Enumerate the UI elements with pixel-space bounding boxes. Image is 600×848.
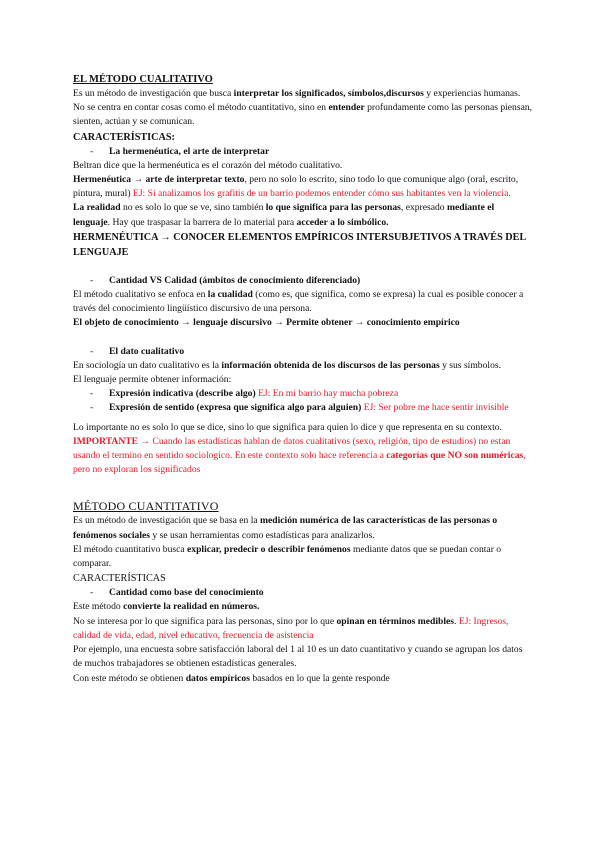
document-body	[73, 72, 533, 686]
example-text: EJ: En mi barrio hay mucha pobreza	[255, 388, 399, 400]
bullet-dash: -	[90, 345, 94, 357]
example-text: EJ: Ingresos, calidad de vida, edad, nivel educativo, frecuencia de asistencia	[73, 615, 509, 641]
paragraph: El lenguaje permite obtener información:	[73, 374, 232, 386]
example-text: EJ: Ser pobre me hace sentir invisible	[361, 402, 509, 414]
bullet-heading: - La hermenéutica, el arte de interpretar	[73, 145, 533, 159]
paragraph: Beltran dice que la hermenéutica es el corazón del método cualitativo.	[73, 159, 343, 171]
paragraph: El método cualitativo se enfoca en la cualidad (como es, que significa, como se expresa) la cual es posible conocer a través del conocimiento lingüístico discursivo de una persona.	[73, 289, 524, 315]
section-title-qualitative: EL MÉTODO CUALITATIVO	[73, 74, 213, 85]
hermeneutics-conclusion: HERMENÉUTICA → CONOCER ELEMENTOS EMPÍRICOS INTERSUBJETIVOS A TRAVÉS DEL LENGUAJE	[73, 231, 526, 258]
paragraph: No se interesa por lo que significa para las personas, sino por lo que opinan en términos medibles. EJ: Ingresos, calidad de vida, edad, nivel educativo, frecuencia de asistencia	[73, 615, 509, 641]
bullet-dash: -	[90, 402, 94, 414]
important-note: IMPORTANTE → Cuando las estadísticas hablan de datos cualitativos (sexo, religión, tipo de estudios) no estan usando el termino en sentido sociologico. En este contexto solo hace referencia a categorías que NO son numéricas, pero no exploran los significados	[73, 435, 526, 476]
paragraph: No se centra en contar cosas como el método cuantitativo, sino en entender profundamente como las personas piensan, sienten, actúan y se comunican.	[73, 102, 533, 128]
bullet-heading: - Cantidad VS Calidad (ámbitos de conocimiento diferenciado)	[73, 274, 533, 288]
characteristics-heading: CARACTERÍSTICAS	[73, 573, 166, 585]
paragraph: El objeto de conocimiento → lenguaje discursivo → Permite obtener → conocimiento empírico	[73, 317, 460, 329]
paragraph: Es un método de investigación que busca interpretar los significados, símbolos,discursos y experiencias humanas.	[73, 88, 521, 99]
example-text: EJ: Si analizamos los grafitis de un barrio podemos entender cómo sus habitantes ven la violencia.	[132, 188, 511, 200]
bullet-dash: -	[90, 388, 94, 400]
section-title-quantitative: MÉTODO CUANTITATIVO	[73, 499, 219, 514]
paragraph: Por ejemplo, una encuesta sobre satisfacción laboral del 1 al 10 es un dato cuantitativo y cuando se agrupan los datos de muchos trabajadores se obtienen estadísticas generales.	[73, 644, 523, 670]
paragraph: Hermenéutica → arte de interpretar texto, pero no solo lo escrito, sino todo lo que comunique algo (oral, escrito, pintura, mural) EJ: Si analizamos los grafitis de un barrio podemos entender cómo sus habitantes ven la violencia.	[73, 174, 519, 200]
bullet-dash: -	[90, 145, 94, 157]
paragraph: Es un método de investigación que se basa en la medición numérica de las características de las personas o fenómenos sociales y se usan herramientas como estadísticas para analizarlos.	[73, 515, 498, 541]
bullet-heading: - Cantidad como base del conocimiento	[73, 586, 533, 600]
list-item: - Expresión indicativa (describe algo) EJ: En mi barrio hay mucha pobreza	[73, 387, 533, 401]
characteristics-heading: CARACTERÍSTICAS:	[73, 131, 175, 143]
paragraph: Con este método se obtienen datos empíricos basados en lo que la gente responde	[73, 672, 390, 684]
paragraph: En sociología un dato cualitativo es la información obtenida de los discursos de las personas y sus símbolos.	[73, 359, 501, 371]
paragraph: La realidad no es solo lo que se ve, sino también lo que significa para las personas, expresado mediante el lenguaje. Hay que traspasar la barrera de lo material para acceder a lo simbólico.	[73, 202, 495, 228]
list-item: - Expresión de sentido (expresa que significa algo para alguien) EJ: Ser pobre me hace sentir invisible	[73, 401, 533, 415]
paragraph: Este método convierte la realidad en números.	[73, 601, 260, 613]
bullet-dash: -	[90, 274, 94, 286]
paragraph: El método cuantitativo busca explicar, predecir o describir fenómenos mediante datos que se puedan contar o comparar.	[73, 543, 502, 570]
paragraph: Lo importante no es solo lo que se dice, sino lo que significa para quien lo dice y que representa en su contexto.	[73, 421, 502, 433]
bullet-dash: -	[90, 587, 94, 599]
bullet-heading: - El dato cualitativo	[73, 345, 533, 359]
